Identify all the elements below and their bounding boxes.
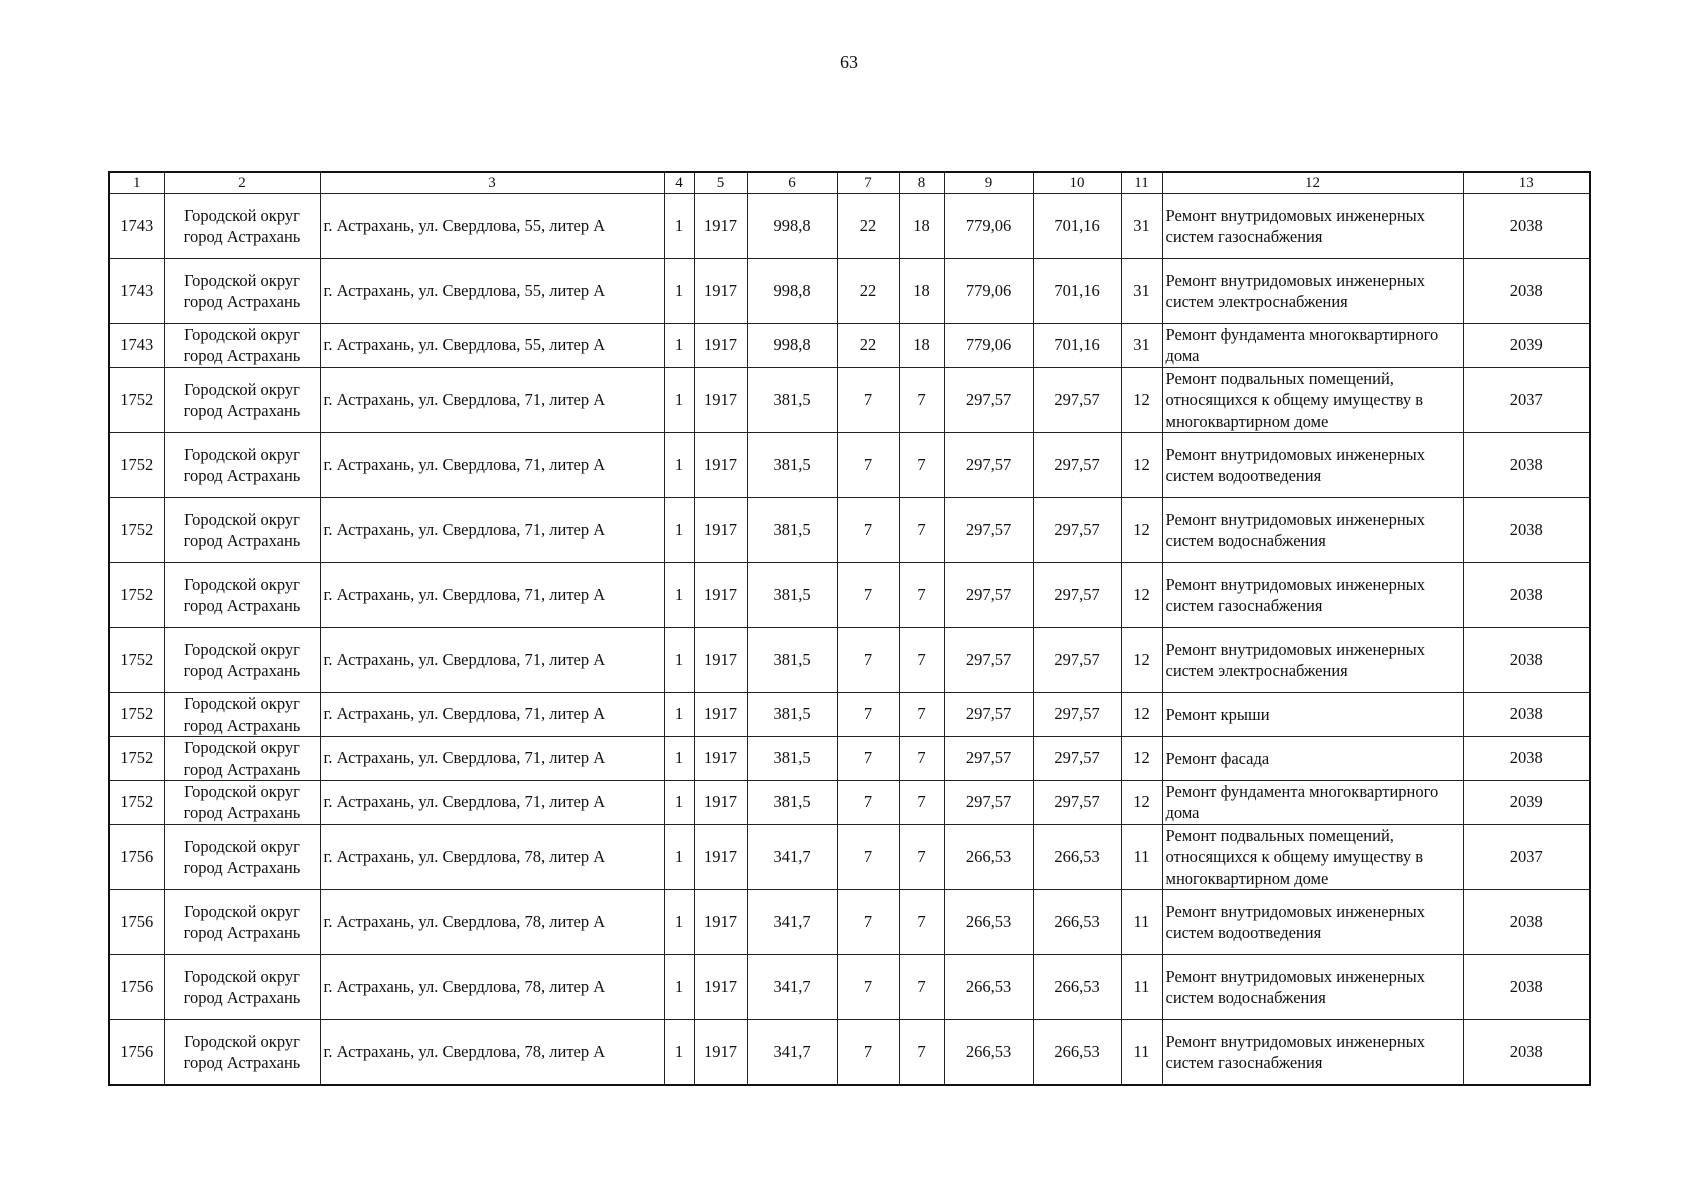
table-row	[109, 955, 1590, 1020]
planned-year-cell: 2037	[1463, 824, 1590, 889]
col7-cell: 7	[837, 737, 899, 781]
work-type-cell: Ремонт внутридомовых инженерных систем газоснабжения	[1162, 1020, 1463, 1086]
row-number-cell: 1756	[109, 824, 164, 889]
planned-year-cell: 2038	[1463, 194, 1590, 259]
col4-cell: 1	[664, 737, 694, 781]
col6-cell: 341,7	[747, 824, 837, 889]
col7-cell: 7	[837, 367, 899, 432]
table-row	[109, 693, 1590, 737]
planned-year-cell: 2039	[1463, 780, 1590, 824]
col11-cell: 12	[1121, 367, 1162, 432]
col8-cell: 18	[899, 194, 944, 259]
col7-cell: 7	[837, 824, 899, 889]
row-number-cell: 1743	[109, 324, 164, 368]
municipality-cell: Городской округ город Астрахань	[164, 737, 320, 781]
col6-cell: 998,8	[747, 259, 837, 324]
col4-cell: 1	[664, 1020, 694, 1086]
col11-cell: 12	[1121, 563, 1162, 628]
col9-cell: 779,06	[944, 259, 1033, 324]
planned-year-cell: 2037	[1463, 367, 1590, 432]
municipality-cell: Городской округ город Астрахань	[164, 498, 320, 563]
planned-year-cell: 2038	[1463, 737, 1590, 781]
col7-cell: 7	[837, 693, 899, 737]
table-row	[109, 324, 1590, 368]
year-cell: 1917	[694, 780, 747, 824]
table-row	[109, 1020, 1590, 1086]
col10-cell: 266,53	[1033, 824, 1121, 889]
col10-cell: 266,53	[1033, 955, 1121, 1020]
col4-cell: 1	[664, 955, 694, 1020]
planned-year-cell: 2038	[1463, 563, 1590, 628]
planned-year-cell: 2038	[1463, 498, 1590, 563]
municipality-cell: Городской округ город Астрахань	[164, 1020, 320, 1086]
planned-year-cell: 2038	[1463, 433, 1590, 498]
address-cell: г. Астрахань, ул. Свердлова, 71, литер А	[320, 737, 664, 781]
col9-cell: 266,53	[944, 955, 1033, 1020]
municipality-cell: Городской округ город Астрахань	[164, 955, 320, 1020]
col4-cell: 1	[664, 563, 694, 628]
row-number-cell: 1756	[109, 955, 164, 1020]
table-row	[109, 563, 1590, 628]
row-number-cell: 1752	[109, 693, 164, 737]
register-table	[108, 171, 1591, 1086]
col6-cell: 381,5	[747, 780, 837, 824]
col4-cell: 1	[664, 824, 694, 889]
header-row	[109, 172, 1590, 194]
work-type-cell: Ремонт фасада	[1162, 737, 1463, 781]
row-number-cell: 1743	[109, 259, 164, 324]
table-row	[109, 737, 1590, 781]
year-cell: 1917	[694, 563, 747, 628]
address-cell: г. Астрахань, ул. Свердлова, 71, литер А	[320, 563, 664, 628]
col6-cell: 381,5	[747, 737, 837, 781]
col7-cell: 7	[837, 1020, 899, 1086]
col6-cell: 381,5	[747, 498, 837, 563]
table-row	[109, 194, 1590, 259]
municipality-cell: Городской округ город Астрахань	[164, 433, 320, 498]
col8-cell: 18	[899, 259, 944, 324]
table-row	[109, 628, 1590, 693]
work-type-cell: Ремонт внутридомовых инженерных систем газоснабжения	[1162, 194, 1463, 259]
table-body	[109, 194, 1590, 1086]
year-cell: 1917	[694, 890, 747, 955]
table-row	[109, 259, 1590, 324]
column-header: 13	[1463, 172, 1590, 194]
col8-cell: 7	[899, 498, 944, 563]
table-row	[109, 824, 1590, 889]
col10-cell: 297,57	[1033, 737, 1121, 781]
year-cell: 1917	[694, 498, 747, 563]
col10-cell: 297,57	[1033, 780, 1121, 824]
col11-cell: 31	[1121, 194, 1162, 259]
col6-cell: 341,7	[747, 1020, 837, 1086]
work-type-cell: Ремонт внутридомовых инженерных систем водоснабжения	[1162, 955, 1463, 1020]
work-type-cell: Ремонт фундамента многоквартирного дома	[1162, 780, 1463, 824]
municipality-cell: Городской округ город Астрахань	[164, 824, 320, 889]
col11-cell: 31	[1121, 259, 1162, 324]
table-row	[109, 433, 1590, 498]
col7-cell: 22	[837, 259, 899, 324]
col8-cell: 18	[899, 324, 944, 368]
col7-cell: 7	[837, 628, 899, 693]
col6-cell: 341,7	[747, 955, 837, 1020]
year-cell: 1917	[694, 693, 747, 737]
work-type-cell: Ремонт подвальных помещений, относящихся к общему имуществу в многоквартирном доме	[1162, 367, 1463, 432]
col10-cell: 297,57	[1033, 693, 1121, 737]
column-header: 1	[109, 172, 164, 194]
col9-cell: 297,57	[944, 737, 1033, 781]
address-cell: г. Астрахань, ул. Свердлова, 55, литер А	[320, 259, 664, 324]
municipality-cell: Городской округ город Астрахань	[164, 259, 320, 324]
col8-cell: 7	[899, 824, 944, 889]
column-header: 3	[320, 172, 664, 194]
column-header: 10	[1033, 172, 1121, 194]
col9-cell: 779,06	[944, 324, 1033, 368]
planned-year-cell: 2038	[1463, 259, 1590, 324]
table-row	[109, 498, 1590, 563]
col8-cell: 7	[899, 433, 944, 498]
row-number-cell: 1752	[109, 780, 164, 824]
col8-cell: 7	[899, 367, 944, 432]
work-type-cell: Ремонт внутридомовых инженерных систем водоотведения	[1162, 890, 1463, 955]
table-row	[109, 780, 1590, 824]
year-cell: 1917	[694, 433, 747, 498]
row-number-cell: 1752	[109, 737, 164, 781]
column-header: 12	[1162, 172, 1463, 194]
planned-year-cell: 2038	[1463, 890, 1590, 955]
col9-cell: 297,57	[944, 498, 1033, 563]
col4-cell: 1	[664, 433, 694, 498]
row-number-cell: 1752	[109, 628, 164, 693]
work-type-cell: Ремонт внутридомовых инженерных систем водоснабжения	[1162, 498, 1463, 563]
address-cell: г. Астрахань, ул. Свердлова, 55, литер А	[320, 324, 664, 368]
col6-cell: 998,8	[747, 194, 837, 259]
address-cell: г. Астрахань, ул. Свердлова, 71, литер А	[320, 367, 664, 432]
col9-cell: 297,57	[944, 433, 1033, 498]
col6-cell: 381,5	[747, 563, 837, 628]
col11-cell: 11	[1121, 890, 1162, 955]
col7-cell: 7	[837, 498, 899, 563]
row-number-cell: 1743	[109, 194, 164, 259]
col6-cell: 381,5	[747, 628, 837, 693]
year-cell: 1917	[694, 259, 747, 324]
work-type-cell: Ремонт крыши	[1162, 693, 1463, 737]
col10-cell: 297,57	[1033, 498, 1121, 563]
year-cell: 1917	[694, 367, 747, 432]
row-number-cell: 1752	[109, 563, 164, 628]
municipality-cell: Городской округ город Астрахань	[164, 367, 320, 432]
work-type-cell: Ремонт подвальных помещений, относящихся к общему имуществу в многоквартирном доме	[1162, 824, 1463, 889]
col4-cell: 1	[664, 890, 694, 955]
column-header: 11	[1121, 172, 1162, 194]
year-cell: 1917	[694, 955, 747, 1020]
col6-cell: 341,7	[747, 890, 837, 955]
table-row	[109, 890, 1590, 955]
municipality-cell: Городской округ город Астрахань	[164, 563, 320, 628]
col9-cell: 297,57	[944, 563, 1033, 628]
col8-cell: 7	[899, 737, 944, 781]
column-header: 5	[694, 172, 747, 194]
address-cell: г. Астрахань, ул. Свердлова, 71, литер А	[320, 693, 664, 737]
address-cell: г. Астрахань, ул. Свердлова, 78, литер А	[320, 824, 664, 889]
col9-cell: 266,53	[944, 1020, 1033, 1086]
year-cell: 1917	[694, 737, 747, 781]
work-type-cell: Ремонт внутридомовых инженерных систем электроснабжения	[1162, 628, 1463, 693]
planned-year-cell: 2038	[1463, 693, 1590, 737]
address-cell: г. Астрахань, ул. Свердлова, 78, литер А	[320, 1020, 664, 1086]
col7-cell: 7	[837, 890, 899, 955]
col11-cell: 12	[1121, 780, 1162, 824]
col6-cell: 381,5	[747, 693, 837, 737]
col9-cell: 266,53	[944, 824, 1033, 889]
col10-cell: 297,57	[1033, 628, 1121, 693]
col6-cell: 381,5	[747, 367, 837, 432]
row-number-cell: 1756	[109, 890, 164, 955]
col8-cell: 7	[899, 890, 944, 955]
municipality-cell: Городской округ город Астрахань	[164, 780, 320, 824]
municipality-cell: Городской округ город Астрахань	[164, 628, 320, 693]
year-cell: 1917	[694, 194, 747, 259]
planned-year-cell: 2038	[1463, 1020, 1590, 1086]
municipality-cell: Городской округ город Астрахань	[164, 890, 320, 955]
col4-cell: 1	[664, 367, 694, 432]
col4-cell: 1	[664, 324, 694, 368]
column-header: 2	[164, 172, 320, 194]
col7-cell: 7	[837, 563, 899, 628]
col11-cell: 31	[1121, 324, 1162, 368]
col4-cell: 1	[664, 780, 694, 824]
col10-cell: 701,16	[1033, 194, 1121, 259]
col7-cell: 22	[837, 194, 899, 259]
col8-cell: 7	[899, 780, 944, 824]
col8-cell: 7	[899, 955, 944, 1020]
column-header: 8	[899, 172, 944, 194]
work-type-cell: Ремонт внутридомовых инженерных систем водоотведения	[1162, 433, 1463, 498]
column-header: 9	[944, 172, 1033, 194]
col8-cell: 7	[899, 693, 944, 737]
municipality-cell: Городской округ город Астрахань	[164, 324, 320, 368]
municipality-cell: Городской округ город Астрахань	[164, 194, 320, 259]
work-type-cell: Ремонт внутридомовых инженерных систем газоснабжения	[1162, 563, 1463, 628]
col11-cell: 11	[1121, 955, 1162, 1020]
col11-cell: 12	[1121, 433, 1162, 498]
col4-cell: 1	[664, 259, 694, 324]
col8-cell: 7	[899, 1020, 944, 1086]
col11-cell: 12	[1121, 737, 1162, 781]
address-cell: г. Астрахань, ул. Свердлова, 78, литер А	[320, 955, 664, 1020]
col10-cell: 266,53	[1033, 890, 1121, 955]
work-type-cell: Ремонт внутридомовых инженерных систем электроснабжения	[1162, 259, 1463, 324]
row-number-cell: 1752	[109, 498, 164, 563]
col11-cell: 12	[1121, 498, 1162, 563]
col9-cell: 297,57	[944, 693, 1033, 737]
col9-cell: 779,06	[944, 194, 1033, 259]
column-header: 4	[664, 172, 694, 194]
work-type-cell: Ремонт фундамента многоквартирного дома	[1162, 324, 1463, 368]
row-number-cell: 1756	[109, 1020, 164, 1086]
address-cell: г. Астрахань, ул. Свердлова, 71, литер А	[320, 780, 664, 824]
col9-cell: 297,57	[944, 780, 1033, 824]
col11-cell: 12	[1121, 693, 1162, 737]
row-number-cell: 1752	[109, 367, 164, 432]
address-cell: г. Астрахань, ул. Свердлова, 71, литер А	[320, 498, 664, 563]
col10-cell: 297,57	[1033, 367, 1121, 432]
table-row	[109, 367, 1590, 432]
col7-cell: 22	[837, 324, 899, 368]
column-header: 7	[837, 172, 899, 194]
row-number-cell: 1752	[109, 433, 164, 498]
year-cell: 1917	[694, 824, 747, 889]
address-cell: г. Астрахань, ул. Свердлова, 78, литер А	[320, 890, 664, 955]
col9-cell: 297,57	[944, 628, 1033, 693]
col4-cell: 1	[664, 693, 694, 737]
col4-cell: 1	[664, 628, 694, 693]
col11-cell: 11	[1121, 824, 1162, 889]
col9-cell: 266,53	[944, 890, 1033, 955]
col9-cell: 297,57	[944, 367, 1033, 432]
col4-cell: 1	[664, 194, 694, 259]
col11-cell: 11	[1121, 1020, 1162, 1086]
col8-cell: 7	[899, 628, 944, 693]
col11-cell: 12	[1121, 628, 1162, 693]
planned-year-cell: 2039	[1463, 324, 1590, 368]
col8-cell: 7	[899, 563, 944, 628]
address-cell: г. Астрахань, ул. Свердлова, 55, литер А	[320, 194, 664, 259]
planned-year-cell: 2038	[1463, 628, 1590, 693]
page-number: 63	[840, 52, 858, 72]
col7-cell: 7	[837, 433, 899, 498]
col7-cell: 7	[837, 955, 899, 1020]
year-cell: 1917	[694, 324, 747, 368]
col6-cell: 998,8	[747, 324, 837, 368]
col7-cell: 7	[837, 780, 899, 824]
col10-cell: 297,57	[1033, 563, 1121, 628]
col10-cell: 701,16	[1033, 259, 1121, 324]
address-cell: г. Астрахань, ул. Свердлова, 71, литер А	[320, 628, 664, 693]
col4-cell: 1	[664, 498, 694, 563]
col10-cell: 297,57	[1033, 433, 1121, 498]
planned-year-cell: 2038	[1463, 955, 1590, 1020]
col10-cell: 266,53	[1033, 1020, 1121, 1086]
col6-cell: 381,5	[747, 433, 837, 498]
column-header: 6	[747, 172, 837, 194]
year-cell: 1917	[694, 628, 747, 693]
col10-cell: 701,16	[1033, 324, 1121, 368]
address-cell: г. Астрахань, ул. Свердлова, 71, литер А	[320, 433, 664, 498]
year-cell: 1917	[694, 1020, 747, 1086]
municipality-cell: Городской округ город Астрахань	[164, 693, 320, 737]
